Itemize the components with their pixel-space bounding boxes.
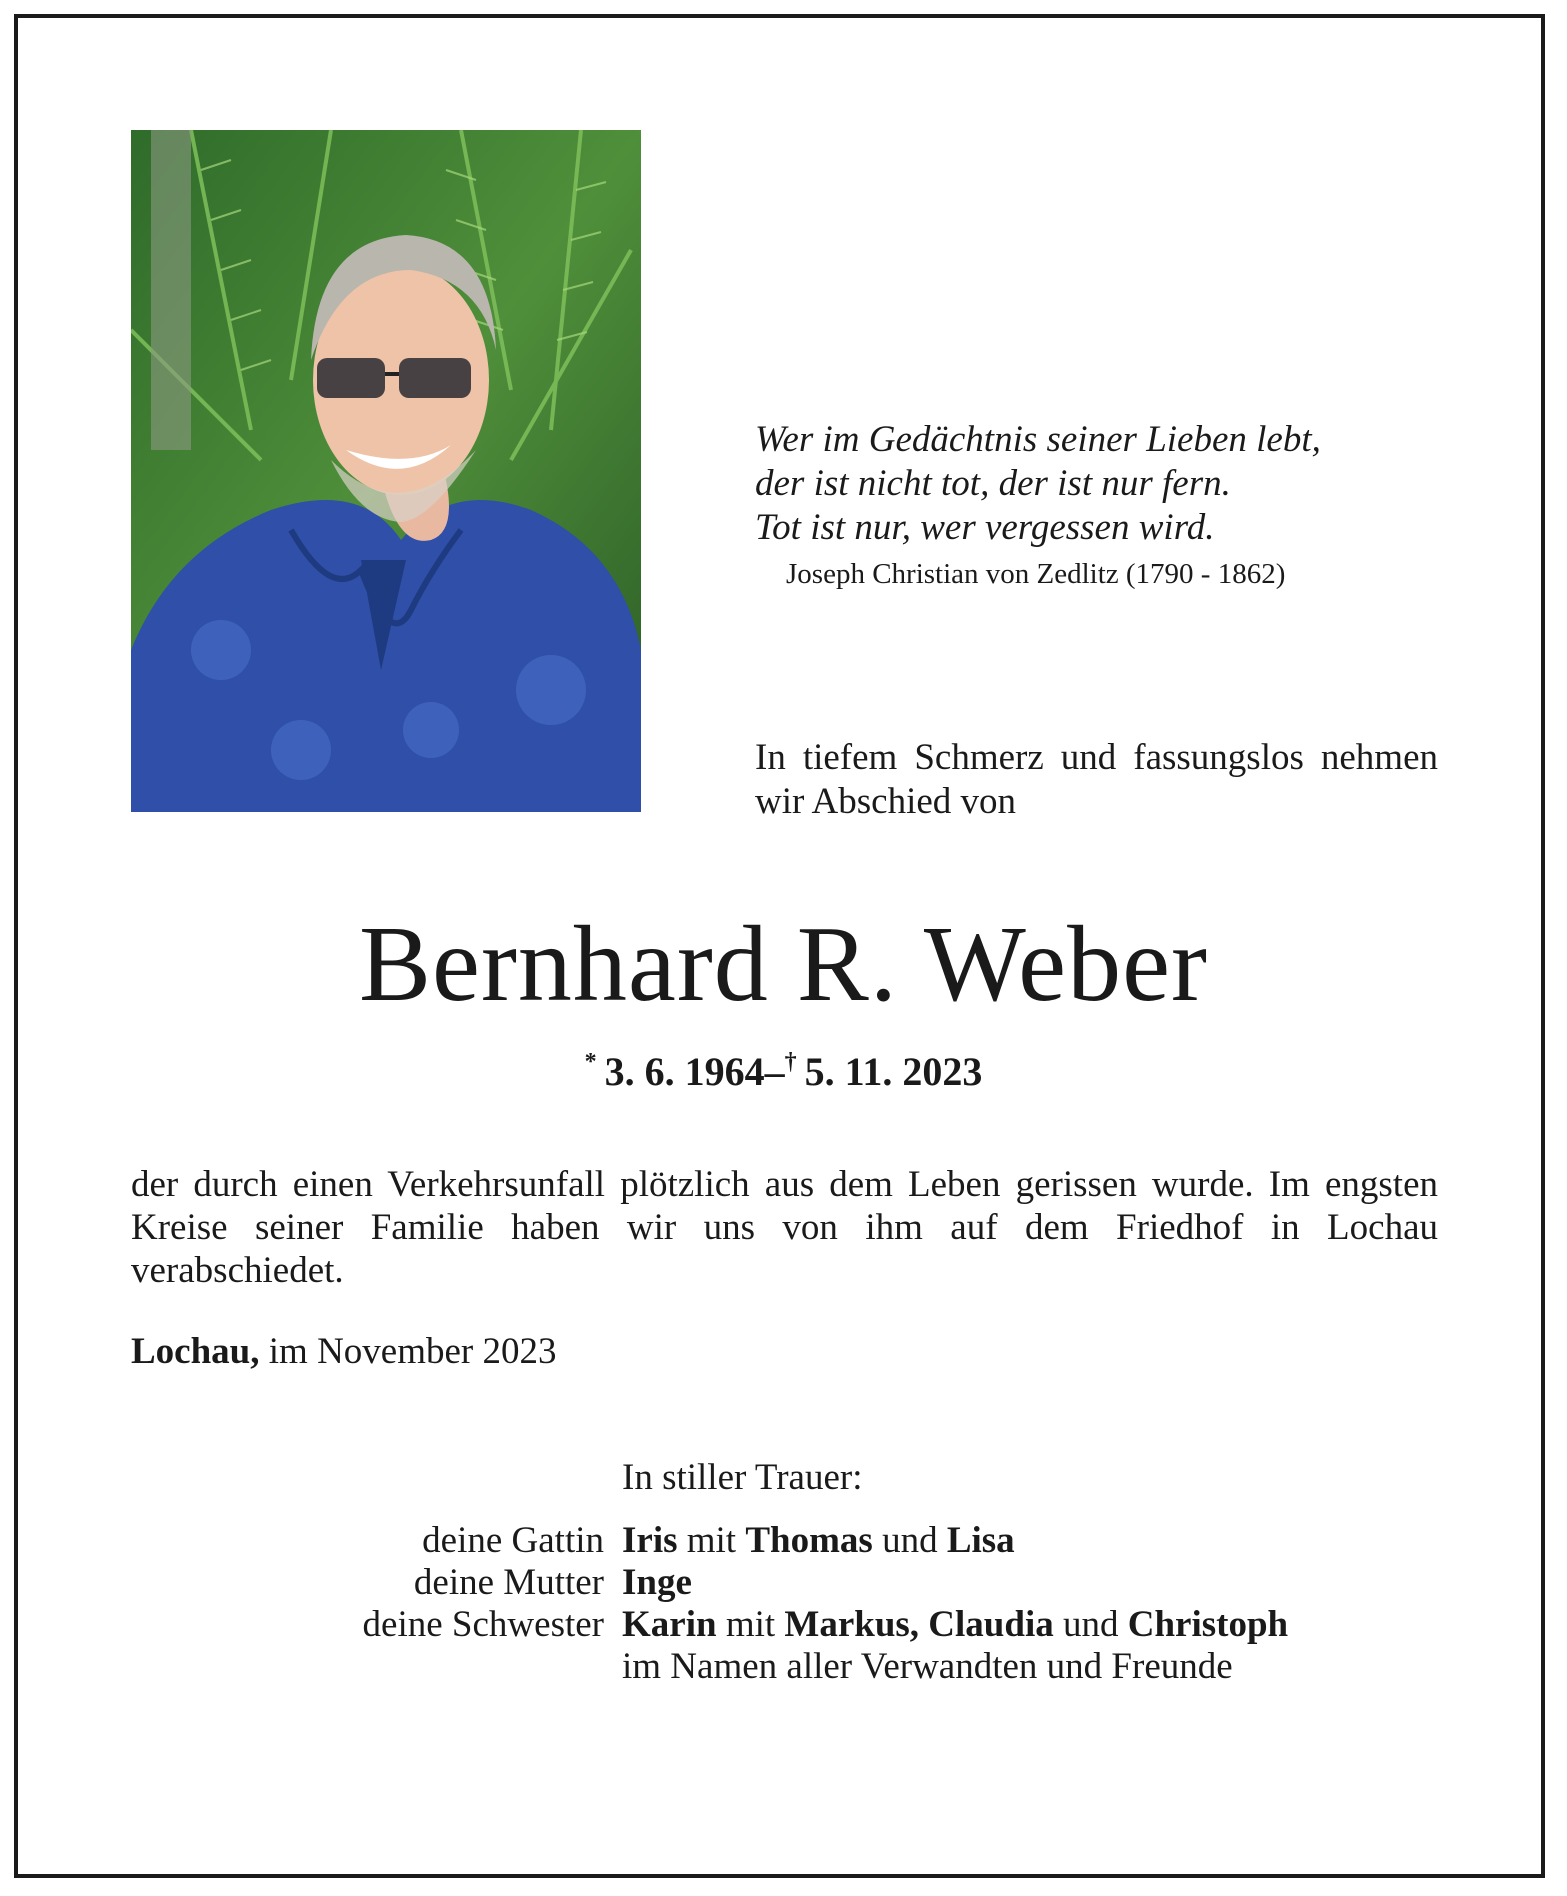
- quote: [755, 418, 1455, 550]
- birth-symbol: *: [584, 1049, 597, 1075]
- place-date-text: im November 2023: [268, 1331, 557, 1372]
- place-town: Lochau,: [131, 1331, 260, 1372]
- mourner-relation: deine Mutter: [413, 1562, 604, 1603]
- quote-line: Wer im Gedächtnis seiner Lieben lebt,: [755, 419, 1321, 460]
- mourner-relation: deine Schwester: [362, 1604, 604, 1645]
- birth-date: 3. 6. 1964: [604, 1049, 765, 1094]
- death-date: 5. 11. 2023: [804, 1049, 983, 1094]
- mourner-connector: im Namen aller Verwandten und Freunde: [622, 1646, 1233, 1687]
- mourner-relation: deine Gattin: [422, 1520, 604, 1561]
- mourner-name: Inge: [622, 1562, 692, 1603]
- death-symbol: †: [784, 1049, 797, 1075]
- mourner-connector: mit: [716, 1604, 785, 1645]
- mourner-connector: und: [872, 1520, 947, 1561]
- mourner-name: Karin: [622, 1604, 717, 1645]
- mourner-name: Markus, Claudia: [784, 1604, 1054, 1645]
- mourner-name: Lisa: [946, 1520, 1015, 1561]
- mourner-names: [622, 1520, 1502, 1562]
- quote-line: Tot ist nur, wer vergessen wird.: [755, 507, 1215, 548]
- body-text: der durch einen Verkehrsunfall plötzlich aus dem Leben gerissen wurde. Im engsten Kreise seiner Familie haben wir uns von ihm auf dem Friedhof in Lochau verabschiedet.: [131, 1164, 1438, 1291]
- place-date: [131, 1330, 931, 1374]
- mourner-connector: mit: [677, 1520, 746, 1561]
- date-separator: –: [764, 1049, 785, 1094]
- mourners-title: In stiller Trauer:: [622, 1457, 863, 1498]
- mourner-name: Iris: [622, 1520, 678, 1561]
- mourner-name: Thomas: [745, 1520, 873, 1561]
- life-dates: [0, 1038, 1567, 1096]
- mourner-connector: und: [1053, 1604, 1128, 1645]
- mourner-name: Christoph: [1127, 1604, 1289, 1645]
- portrait-photo-icon: [131, 130, 641, 812]
- mourner-names: [622, 1562, 1502, 1604]
- intro-text: In tiefem Schmerz und fassungslos nehmen wir Abschied von: [755, 737, 1438, 822]
- mourner-names: [622, 1646, 1502, 1688]
- mourner-names: [622, 1604, 1502, 1646]
- quote-line: der ist nicht tot, der ist nur fern.: [755, 463, 1231, 504]
- deceased-name: Bernhard R. Weber: [358, 905, 1209, 1024]
- quote-author: Joseph Christian von Zedlitz (1790 - 1862): [786, 558, 1286, 590]
